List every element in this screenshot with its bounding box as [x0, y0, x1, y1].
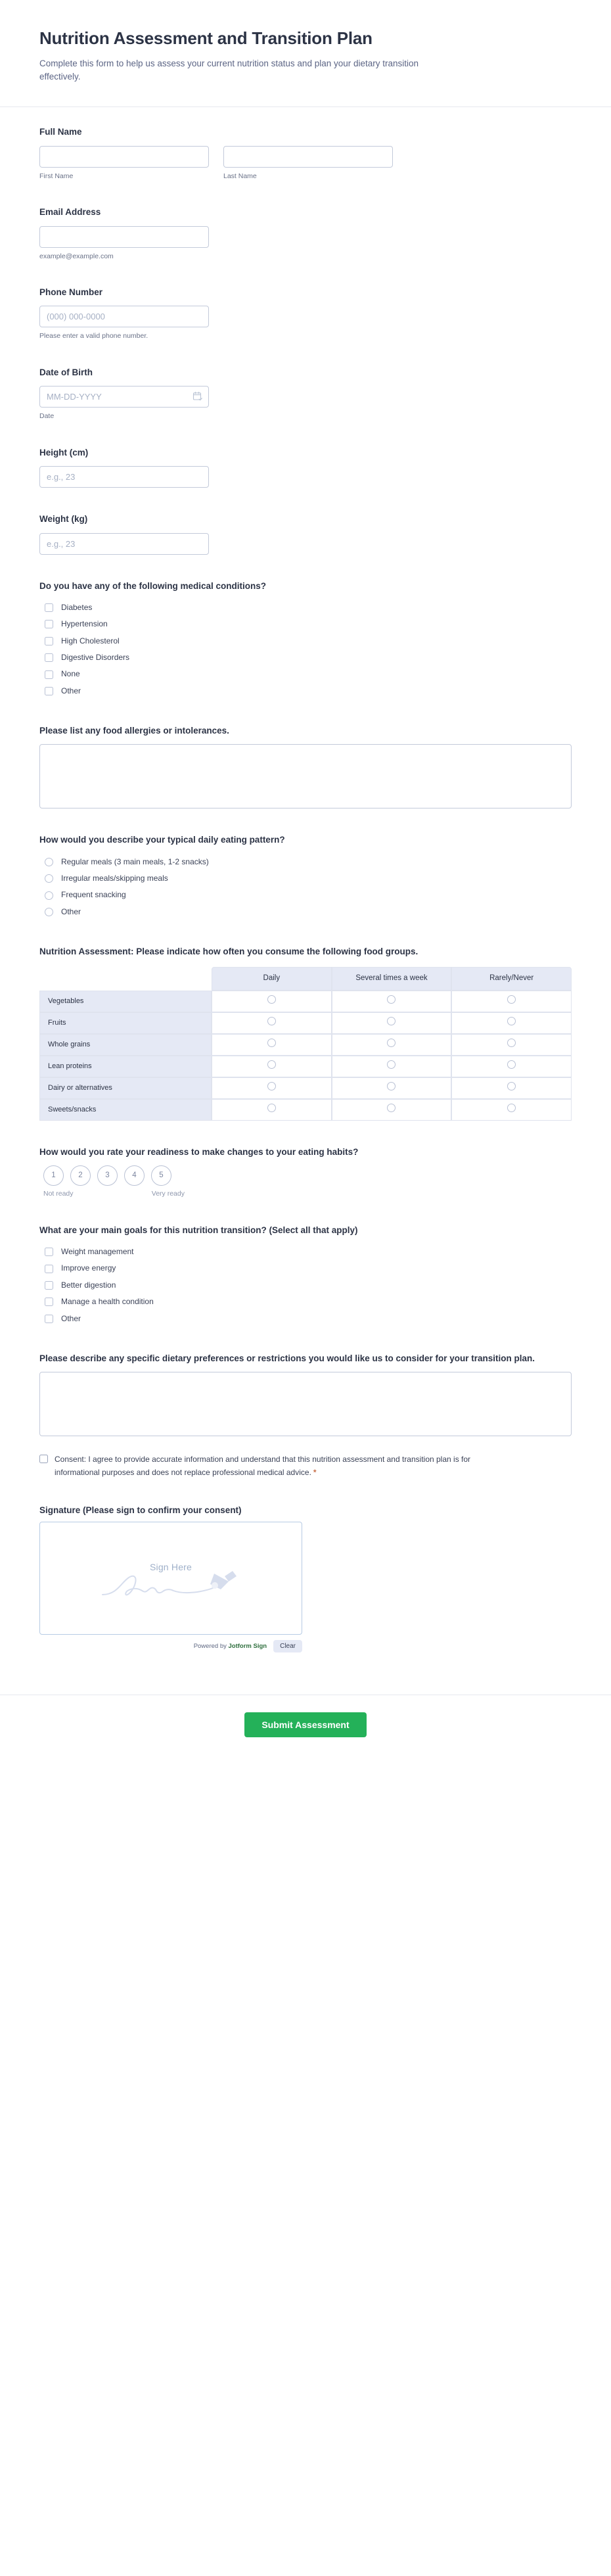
radio-icon[interactable] [387, 1082, 396, 1090]
clear-signature-button[interactable]: Clear [273, 1640, 302, 1652]
checkbox-icon[interactable] [45, 1281, 53, 1290]
checkbox-option-weight-management[interactable] [39, 1244, 572, 1260]
phone-input[interactable] [39, 306, 209, 327]
matrix-cell[interactable] [332, 1012, 452, 1034]
matrix-cell[interactable] [332, 1056, 452, 1077]
matrix-cell[interactable] [212, 1077, 332, 1099]
field-phone [39, 286, 572, 341]
radio-icon[interactable] [267, 1060, 276, 1069]
checkbox-icon[interactable] [45, 1248, 53, 1256]
table-row [39, 1099, 572, 1121]
radio-option-irregular-meals[interactable] [39, 870, 572, 887]
radio-icon[interactable] [267, 995, 276, 1004]
matrix-row-label: Sweets/snacks [39, 1099, 212, 1121]
matrix-cell[interactable] [451, 1056, 572, 1077]
matrix-row-label: Whole grains [39, 1034, 212, 1056]
option-label: Other [61, 686, 81, 695]
option-label: None [61, 669, 80, 679]
checkbox-icon[interactable] [45, 603, 53, 612]
option-label: Other [61, 1313, 81, 1323]
checkbox-option-better-digestion[interactable] [39, 1277, 572, 1294]
radio-icon[interactable] [45, 891, 53, 900]
checkbox-icon[interactable] [45, 620, 53, 628]
full-name-row [39, 146, 572, 181]
powered-prefix: Powered by [193, 1643, 229, 1651]
scale-caption-low: Not ready [43, 1189, 74, 1198]
checkbox-option-other[interactable] [39, 683, 572, 699]
weight-input[interactable] [39, 533, 209, 555]
matrix-cell[interactable] [451, 1012, 572, 1034]
signature-scribble-icon [99, 1568, 243, 1599]
checkbox-option-high-cholesterol[interactable] [39, 633, 572, 649]
radio-icon[interactable] [507, 995, 516, 1004]
matrix-cell[interactable] [212, 1012, 332, 1034]
form-body [0, 107, 611, 1675]
phone-sublabel: Please enter a valid phone number. [39, 332, 148, 340]
consent-row[interactable] [39, 1453, 572, 1479]
option-label: Weight management [61, 1247, 134, 1256]
matrix-cell[interactable] [212, 991, 332, 1012]
matrix-cell[interactable] [332, 1077, 452, 1099]
email-input[interactable] [39, 226, 209, 248]
page-title: Nutrition Assessment and Transition Plan [39, 28, 373, 48]
option-label: Better digestion [61, 1280, 116, 1290]
email-label: Email Address [39, 207, 101, 218]
field-weight [39, 513, 572, 554]
height-label: Height (cm) [39, 448, 89, 458]
height-input[interactable] [39, 466, 209, 488]
field-email [39, 206, 572, 261]
matrix-cell[interactable] [451, 991, 572, 1012]
checkbox-icon[interactable] [45, 687, 53, 695]
radio-option-other[interactable] [39, 904, 572, 920]
allergies-textarea[interactable] [39, 744, 572, 808]
table-row [39, 1012, 572, 1034]
radio-icon[interactable] [45, 874, 53, 883]
form-header [0, 0, 611, 107]
readiness-captions [43, 1190, 185, 1199]
radio-icon[interactable] [507, 1082, 516, 1090]
option-label: High Cholesterol [61, 636, 120, 645]
radio-icon[interactable] [507, 1060, 516, 1069]
radio-icon[interactable] [387, 1039, 396, 1047]
option-label: Other [61, 906, 81, 916]
matrix-corner-cell [39, 967, 212, 991]
option-label: Digestive Disorders [61, 653, 130, 663]
radio-option-frequent-snacking[interactable] [39, 887, 572, 903]
dob-label: Date of Birth [39, 367, 93, 378]
matrix-row-label: Fruits [39, 1012, 212, 1034]
jotform-sign-brand: Jotform Sign [228, 1643, 267, 1651]
radio-icon[interactable] [267, 1082, 276, 1090]
checkbox-option-digestive-disorders[interactable] [39, 649, 572, 666]
radio-icon[interactable] [267, 1104, 276, 1112]
radio-icon[interactable] [267, 1039, 276, 1047]
checkbox-icon[interactable] [45, 637, 53, 645]
matrix-cell[interactable] [332, 1034, 452, 1056]
phone-label: Phone Number [39, 287, 103, 298]
radio-icon[interactable] [387, 995, 396, 1004]
field-food-matrix [39, 945, 572, 1120]
field-goals [39, 1224, 572, 1327]
food-matrix-label: Nutrition Assessment: Please indicate how often you consume the following food groups. [39, 947, 419, 957]
option-label: Diabetes [61, 602, 93, 612]
scale-option-5[interactable]: 5 [151, 1165, 171, 1186]
checkbox-option-manage-health-condition[interactable] [39, 1294, 572, 1310]
consent-text [55, 1453, 508, 1479]
allergies-label: Please list any food allergies or intolerances. [39, 726, 229, 736]
matrix-cell[interactable] [451, 1034, 572, 1056]
matrix-header-row [39, 967, 572, 991]
food-frequency-matrix [39, 967, 572, 1121]
matrix-cell[interactable] [212, 1034, 332, 1056]
matrix-column-several-times-a-week: Several times a week [332, 967, 452, 991]
goals-label: What are your main goals for this nutrition transition? (Select all that apply) [39, 1225, 358, 1235]
radio-option-regular-meals[interactable] [39, 854, 572, 870]
eating-pattern-label: How would you describe your typical daily eating pattern? [39, 835, 285, 845]
radio-icon[interactable] [45, 908, 53, 916]
field-readiness-scale [39, 1146, 572, 1199]
scale-option-2[interactable]: 2 [70, 1165, 91, 1186]
signature-footer [39, 1640, 302, 1652]
checkbox-option-diabetes[interactable] [39, 599, 572, 616]
checkbox-option-none[interactable] [39, 666, 572, 682]
checkbox-option-other[interactable] [39, 1311, 572, 1327]
field-signature [39, 1505, 572, 1652]
full-name-label: Full Name [39, 127, 82, 137]
checkbox-icon[interactable] [45, 653, 53, 662]
radio-icon[interactable] [387, 1017, 396, 1025]
dietary-preferences-label: Please describe any specific dietary preferences or restrictions you would like us to consider for your transition plan. [39, 1353, 535, 1363]
matrix-row-label: Dairy or alternatives [39, 1077, 212, 1099]
table-row [39, 1077, 572, 1099]
first-name-sublabel: First Name [39, 172, 74, 180]
signature-label: Signature (Please sign to confirm your consent) [39, 1505, 242, 1516]
matrix-cell[interactable] [332, 991, 452, 1012]
medical-conditions-options [39, 599, 572, 699]
radio-icon[interactable] [387, 1060, 396, 1069]
submit-button[interactable]: Submit Assessment [244, 1712, 366, 1737]
option-label: Frequent snacking [61, 890, 126, 900]
dob-input[interactable] [39, 386, 209, 408]
field-allergies [39, 724, 572, 808]
field-full-name [39, 126, 572, 181]
form-footer [0, 1695, 611, 1764]
required-asterisk: * [313, 1467, 317, 1477]
field-medical-conditions [39, 580, 572, 700]
consent-statement: Consent: I agree to provide accurate information and understand that this nutrition assessment and transition plan is for informational purposes and does not replace professional medical advice. [55, 1455, 471, 1477]
radio-icon[interactable] [387, 1104, 396, 1112]
readiness-label: How would you rate your readiness to make changes to your eating habits? [39, 1146, 359, 1157]
checkbox-icon[interactable] [45, 1315, 53, 1323]
matrix-cell[interactable] [451, 1077, 572, 1099]
last-name-sublabel: Last Name [223, 172, 257, 180]
scale-option-3[interactable]: 3 [97, 1165, 118, 1186]
signature-placeholder-text: Sign Here [149, 1562, 192, 1573]
eating-pattern-options [39, 854, 572, 921]
dob-sublabel: Date [39, 412, 55, 421]
table-row [39, 1034, 572, 1056]
checkbox-option-hypertension[interactable] [39, 616, 572, 632]
matrix-row-label: Lean proteins [39, 1056, 212, 1077]
goals-options [39, 1244, 572, 1327]
option-label: Regular meals (3 main meals, 1-2 snacks) [61, 856, 209, 866]
consent-checkbox-icon[interactable] [39, 1455, 48, 1463]
powered-by-label [194, 1643, 267, 1650]
last-name-input[interactable] [223, 146, 393, 168]
option-label: Improve energy [61, 1263, 116, 1273]
option-label: Manage a health condition [61, 1297, 154, 1307]
option-label: Hypertension [61, 619, 108, 629]
radio-icon[interactable] [45, 858, 53, 866]
field-height [39, 446, 572, 488]
first-name-group [39, 146, 209, 181]
medical-conditions-label: Do you have any of the following medical conditions? [39, 580, 267, 591]
matrix-column-rarely-never: Rarely/Never [451, 967, 572, 991]
matrix-cell[interactable] [212, 1099, 332, 1121]
radio-icon[interactable] [267, 1017, 276, 1025]
weight-label: Weight (kg) [39, 514, 88, 525]
scale-caption-high: Very ready [151, 1189, 185, 1198]
checkbox-icon[interactable] [45, 1265, 53, 1273]
field-eating-pattern [39, 833, 572, 920]
table-row [39, 1056, 572, 1077]
radio-icon[interactable] [507, 1039, 516, 1047]
signature-pad[interactable] [39, 1522, 302, 1635]
matrix-column-daily: Daily [212, 967, 332, 991]
field-dietary-preferences [39, 1352, 572, 1436]
matrix-cell[interactable] [212, 1056, 332, 1077]
checkbox-icon[interactable] [45, 1298, 53, 1306]
last-name-group [223, 146, 393, 181]
radio-icon[interactable] [507, 1104, 516, 1112]
table-row [39, 991, 572, 1012]
page-subtitle: Complete this form to help us assess your current nutrition status and plan your dietary transition effectively. [39, 58, 419, 82]
readiness-scale-options [43, 1165, 572, 1186]
checkbox-icon[interactable] [45, 670, 53, 679]
signature-placeholder-group [40, 1562, 302, 1599]
radio-icon[interactable] [507, 1017, 516, 1025]
dietary-preferences-textarea[interactable] [39, 1372, 572, 1436]
scale-option-4[interactable]: 4 [124, 1165, 145, 1186]
checkbox-option-improve-energy[interactable] [39, 1260, 572, 1276]
scale-option-1[interactable]: 1 [43, 1165, 64, 1186]
option-label: Irregular meals/skipping meals [61, 874, 168, 883]
field-date-of-birth [39, 366, 572, 421]
matrix-cell[interactable] [451, 1099, 572, 1121]
matrix-cell[interactable] [332, 1099, 452, 1121]
matrix-row-label: Vegetables [39, 991, 212, 1012]
email-sublabel: example@example.com [39, 252, 114, 260]
first-name-input[interactable] [39, 146, 209, 168]
